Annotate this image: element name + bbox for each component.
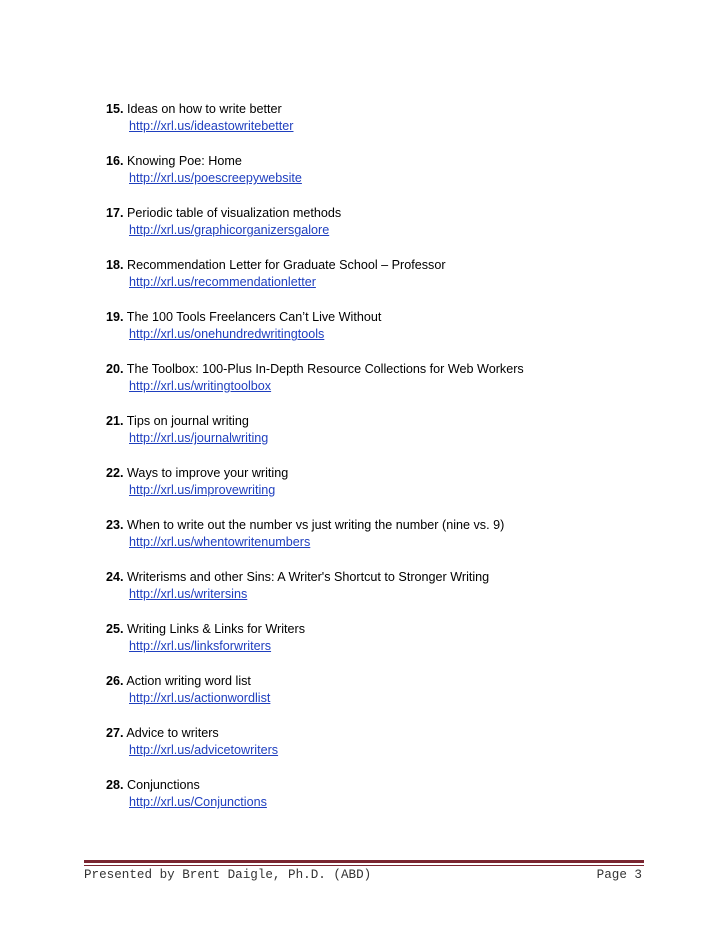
list-item (106, 153, 686, 205)
item-title (106, 205, 686, 222)
item-link[interactable]: http://xrl.us/graphicorganizersgalore (129, 223, 330, 237)
item-number: 20. (106, 362, 124, 376)
list-item (106, 465, 686, 517)
item-title-text: Periodic table of visualization methods (127, 206, 342, 220)
item-link[interactable]: http://xrl.us/advicetowriters (129, 743, 279, 757)
item-link[interactable]: http://xrl.us/writingtoolbox (129, 379, 272, 393)
item-number: 26. (106, 674, 124, 688)
list-item (106, 413, 686, 465)
item-title (106, 517, 686, 534)
item-title (106, 309, 686, 326)
item-number: 24. (106, 570, 124, 584)
item-title-text: Writerisms and other Sins: A Writer's Shortcut to Stronger Writing (127, 570, 490, 584)
item-link[interactable]: http://xrl.us/recommendationletter (129, 275, 316, 289)
list-item (106, 361, 686, 413)
item-number: 16. (106, 154, 124, 168)
item-title-text: Writing Links & Links for Writers (127, 622, 306, 636)
item-title (106, 621, 686, 638)
item-title-text: Ideas on how to write better (127, 102, 282, 116)
item-number: 19. (106, 310, 124, 324)
item-title-text: Recommendation Letter for Graduate School – Professor (127, 258, 446, 272)
footer-rule-thin (84, 865, 644, 866)
footer-presenter: Presented by Brent Daigle, Ph.D. (ABD) (84, 868, 372, 882)
footer-rule-thick (84, 860, 644, 863)
item-title (106, 673, 686, 690)
list-item (106, 309, 686, 361)
item-title-text: When to write out the number vs just writing the number (nine vs. 9) (127, 518, 505, 532)
list-item (106, 777, 686, 829)
item-title (106, 153, 686, 170)
list-item (106, 725, 686, 777)
item-title (106, 101, 686, 118)
item-title-text: Conjunctions (127, 778, 200, 792)
item-title-text: The Toolbox: 100-Plus In-Depth Resource Collections for Web Workers (126, 362, 524, 376)
item-link[interactable]: http://xrl.us/journalwriting (129, 431, 269, 445)
item-number: 15. (106, 102, 124, 116)
item-number: 25. (106, 622, 124, 636)
item-number: 21. (106, 414, 124, 428)
item-title (106, 361, 686, 378)
item-title-text: The 100 Tools Freelancers Can’t Live Without (126, 310, 382, 324)
item-link[interactable]: http://xrl.us/improvewriting (129, 483, 276, 497)
item-title-text: Ways to improve your writing (127, 466, 289, 480)
item-number: 22. (106, 466, 124, 480)
item-link[interactable]: http://xrl.us/actionwordlist (129, 691, 271, 705)
item-title-text: Action writing word list (126, 674, 251, 688)
item-title-text: Tips on journal writing (126, 414, 249, 428)
list-item (106, 569, 686, 621)
list-item (106, 205, 686, 257)
page-footer (84, 868, 644, 886)
item-number: 27. (106, 726, 124, 740)
item-link[interactable]: http://xrl.us/Conjunctions (129, 795, 267, 809)
item-title (106, 257, 686, 274)
list-item (106, 621, 686, 673)
item-number: 23. (106, 518, 124, 532)
item-title-text: Advice to writers (126, 726, 219, 740)
item-number: 18. (106, 258, 124, 272)
item-title (106, 569, 686, 586)
list-item (106, 101, 686, 153)
item-link[interactable]: http://xrl.us/whentowritenumbers (129, 535, 311, 549)
item-title-text: Knowing Poe: Home (127, 154, 242, 168)
item-title (106, 777, 686, 794)
list-item (106, 257, 686, 309)
page-number: Page 3 (596, 868, 642, 882)
item-title (106, 465, 686, 482)
item-link[interactable]: http://xrl.us/poescreepywebsite (129, 171, 302, 185)
item-link[interactable]: http://xrl.us/linksforwriters (129, 639, 272, 653)
item-number: 28. (106, 778, 124, 792)
list-item (106, 517, 686, 569)
resource-list (106, 101, 686, 829)
list-item (106, 673, 686, 725)
item-link[interactable]: http://xrl.us/onehundredwritingtools (129, 327, 325, 341)
item-link[interactable]: http://xrl.us/ideastowritebetter (129, 119, 294, 133)
item-link[interactable]: http://xrl.us/writersins (129, 587, 248, 601)
item-title (106, 725, 686, 742)
item-number: 17. (106, 206, 124, 220)
item-title (106, 413, 686, 430)
